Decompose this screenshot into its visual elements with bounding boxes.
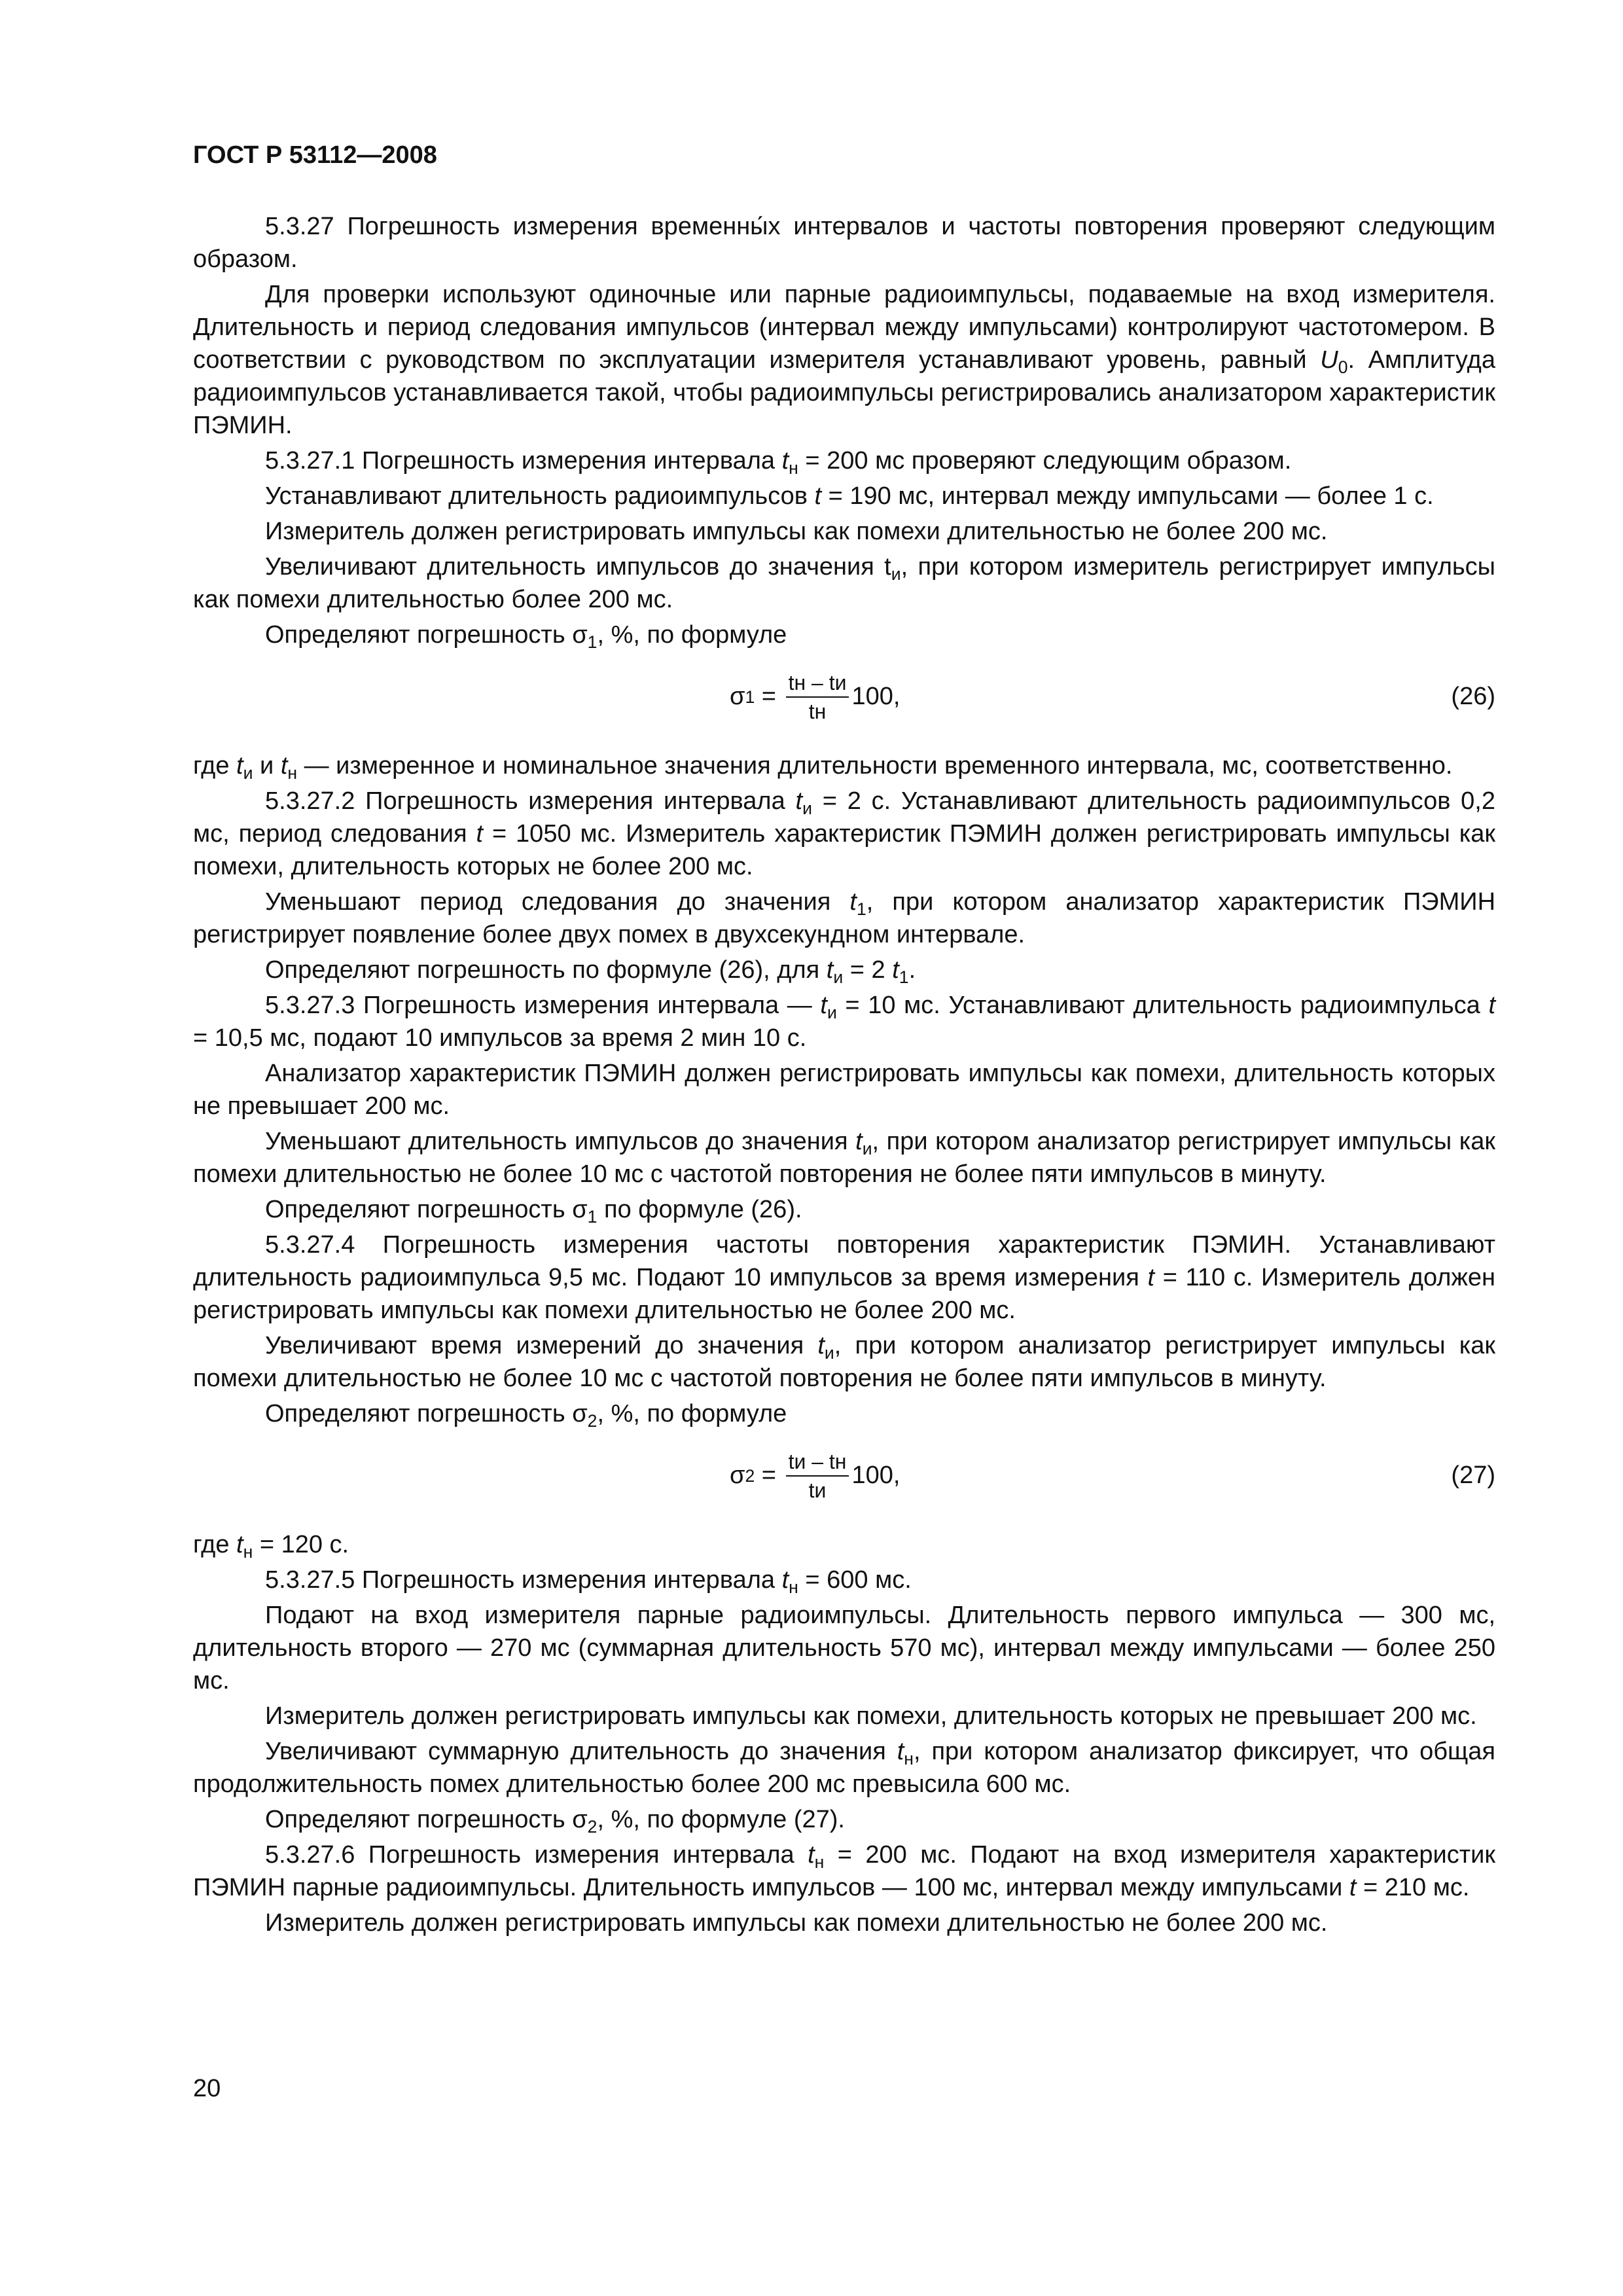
paragraph-decrease-period: Уменьшают период следования до значения $t_1$, при котором анализатор характеристик ПЭМИН регистрирует появление более двух помех в двухсекундном интервале. <box>193 888 1496 948</box>
paragraph-determine-sigma1: Определяют погрешность $\sigma_1$, %, по формуле <box>265 620 787 652</box>
paragraph-register-not-exceed: Измеритель должен регистрировать импульсы как помехи, длительность которых не превышает 200 мс. <box>265 1702 1477 1730</box>
formula-27-numerator: tи – tн <box>786 1449 849 1477</box>
page-number: 20 <box>193 2075 221 2102</box>
paragraph-5-3-27-4: 5.3.27.4 Погрешность измерения частоты повторения характеристик ПЭМИН. Устанавливают длительность радиоимпульса 9,5 мс. Подают 10 импульсов за время измерения t = 110 с. Измеритель должен регистрировать импульсы как помехи длительностью не более 200 мс. <box>193 1230 1495 1324</box>
paragraph-increase-duration: Увеличивают длительность импульсов до значения $t_и$, при котором измеритель регистрирует импульсы как помехи длительностью более 200 мс. <box>193 552 1495 613</box>
paragraph-set-duration: Устанавливают длительность радиоимпульсов t = 190 мс, интервал между импульсами — более 1 с. <box>265 482 1434 510</box>
formula-26-numerator: tн – tи <box>786 670 849 698</box>
paragraph-increase-time: Увеличивают время измерений до значения $t_и$, при котором анализатор регистрирует импульсы как помехи длительностью не более 10 мс с частотой повторения не более пяти импульсов в минуту. <box>193 1331 1495 1392</box>
formula-27-number: (27) <box>1451 1462 1495 1490</box>
paragraph-check-method: Для проверки используют одиночные или парные радиоимпульсы, подаваемые на вход измерителя. Длительность и период следования импульсов (интервал между импульсами) контролируют частотомером. В соответствии с руководством по эксплуатации измерителя устанавливают уровень, равный $U_0$. Амплитуда радиоимпульсов устанавливается такой, чтобы радиоимпульсы регистрировались анализатором характеристик ПЭМИН. <box>193 280 1495 439</box>
paragraph-determine-sigma2: Определяют погрешность $\sigma_2$, %, по формуле <box>265 1399 787 1431</box>
document-page <box>193 141 1495 1942</box>
formula-26-number: (26) <box>1451 683 1495 711</box>
formula-26-fraction <box>786 670 849 724</box>
formula-26: σ 1 = $\frac{tн - tи}{tн}$ 100, (26) <box>193 658 1495 736</box>
paragraph-analyzer-register: Анализатор характеристик ПЭМИН должен регистрировать импульсы как помехи, длительность которых не превышает 200 мс. <box>193 1059 1495 1120</box>
formula-26-denominator: tн <box>808 699 827 723</box>
paragraph-5-3-27-5: 5.3.27.5 Погрешность измерения интервала $t_н = 600$ мс. <box>265 1566 912 1597</box>
formula-27-fraction <box>786 1449 849 1503</box>
paragraph-5-3-27-6: 5.3.27.6 Погрешность измерения интервала $t_н = 200$ мс. Подают на вход измерителя характеристик ПЭМИН парные радиоимпульсы. Длительность импульсов — 100 мс, интервал между импульсами t = 210 мс. <box>193 1840 1496 1901</box>
paragraph-final-register: Измеритель должен регистрировать импульсы как помехи длительностью не более 200 мс. <box>265 1909 1328 1937</box>
paragraph-5-3-27-1: 5.3.27.1 Погрешность измерения интервала $t_н = 200$ мс проверяют следующим образом. <box>265 446 1292 478</box>
formula-27-denominator: tи <box>808 1478 827 1502</box>
paragraph-determine-sigma2-27: Определяют погрешность $\sigma_2$, %, по формуле (27). <box>265 1805 845 1837</box>
paragraph-decrease-duration: Уменьшают длительность импульсов до значения $t_и$, при котором анализатор регистрирует импульсы как помехи длительностью не более 10 мс с частотой повторения не более пяти импульсов в минуту. <box>193 1127 1496 1188</box>
paragraph-determine-sigma1-26: Определяют погрешность $\sigma_1$ по формуле (26). <box>265 1195 802 1227</box>
formula-27: σ 2 = $\frac{tи - tн}{tи}$ 100, (27) <box>193 1437 1495 1515</box>
paragraph-5-3-27-2: 5.3.27.2 Погрешность измерения интервала $t_и = 2$ с. Устанавливают длительность радиоимпульсов 0,2 мс, период следования t = 1050 мс. Измеритель характеристик ПЭМИН должен регистрировать импульсы как помехи, длительность которых не более 200 мс. <box>193 787 1496 880</box>
document-header: ГОСТ Р 53112—2008 <box>193 141 437 169</box>
paragraph-increase-total: Увеличивают суммарную длительность до значения $t_н$, при котором анализатор фиксирует, что общая продолжительность помех длительностью более 200 мс превысила 600 мс. <box>193 1737 1495 1798</box>
paragraph-register-200: Измеритель должен регистрировать импульсы как помехи длительностью не более 200 мс. <box>265 517 1328 545</box>
paragraph-5-3-27: 5.3.27 Погрешность измерения временны́х интервалов и частоты повторения проверяют следующим образом. <box>193 212 1495 273</box>
where-clause-27: где $t_н = 120$ с. <box>193 1530 349 1562</box>
paragraph-paired-pulses: Подают на вход измерителя парные радиоимпульсы. Длительность первого импульса — 300 мс, длительность второго — 270 мс (суммарная длительность 570 мс), интервал между импульсами — более 250 мс. <box>193 1601 1495 1695</box>
paragraph-formula-26-ref: Определяют погрешность по формуле (26), для $t_и = 2$ $t_1$. <box>265 956 916 987</box>
paragraph-5-3-27-3: 5.3.27.3 Погрешность измерения интервала — $t_и = 10$ мс. Устанавливают длительность радиоимпульса t = 10,5 мс, подают 10 импульсов за время 2 мин 10 с. <box>193 991 1495 1052</box>
where-clause-26: где $t_и$ и $t_н$ — измеренное и номинальное значения длительности временного интервала, мс, соответственно. <box>193 751 1453 783</box>
